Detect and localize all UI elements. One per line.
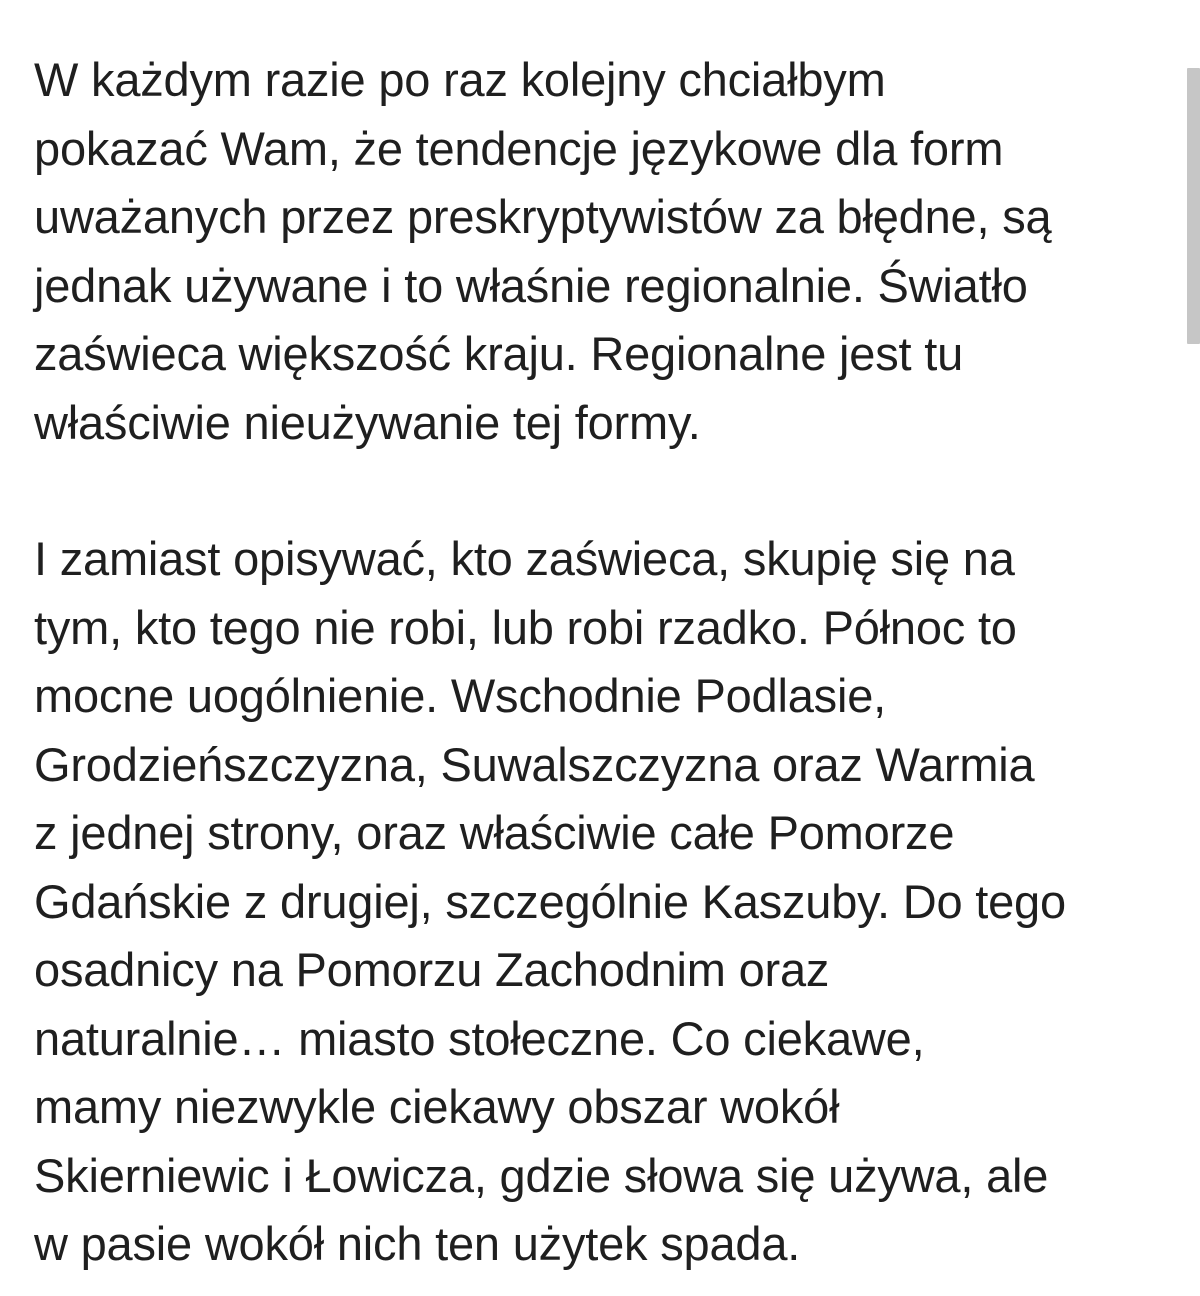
text-line: uważanych przez preskryptywistów za błędne, są: [34, 190, 1052, 243]
text-line: naturalnie… miasto stołeczne. Co ciekawe,: [34, 1011, 925, 1065]
text-line: Gdańskie z drugiej, szczególnie Kaszuby. Do tego: [34, 874, 1066, 928]
text-line: pokazać Wam, że tendencje językowe dla form: [34, 121, 1004, 175]
text-line: mocne uogólnienie. Wschodnie Podlasie,: [34, 669, 886, 722]
paragraph-1: [34, 46, 1174, 457]
text-line: Skierniewic i Łowicza, gdzie słowa się używa, ale: [34, 1148, 1049, 1202]
text-line: tym, kto tego nie robi, lub robi rzadko. Północ to: [34, 600, 1017, 654]
text-line: z jednej strony, oraz właściwie całe Pomorze: [34, 806, 955, 859]
scrollbar-thumb[interactable]: [1187, 68, 1200, 344]
text-content: [34, 46, 1174, 1279]
text-line: właściwie nieużywanie tej formy.: [34, 395, 701, 449]
text-line: Grodzieńszczyzna, Suwalszczyzna oraz Warmia: [34, 737, 1035, 791]
text-line: zaświeca większość kraju. Regionalne jest tu: [34, 327, 964, 380]
text-line: W każdym razie po raz kolejny chciałbym: [34, 53, 886, 106]
text-line: I zamiast opisywać, kto zaświeca, skupię się na: [34, 532, 1015, 585]
text-line: w pasie wokół nich ten użytek spada.: [34, 1217, 801, 1270]
paragraph-2: [34, 525, 1174, 1279]
vertical-scrollbar[interactable]: [1186, 0, 1200, 1296]
text-line: osadnicy na Pomorzu Zachodnim oraz: [34, 943, 830, 996]
text-line: jednak używane i to właśnie regionalnie. Światło: [34, 258, 1028, 312]
text-line: mamy niezwykle ciekawy obszar wokół: [34, 1080, 840, 1133]
